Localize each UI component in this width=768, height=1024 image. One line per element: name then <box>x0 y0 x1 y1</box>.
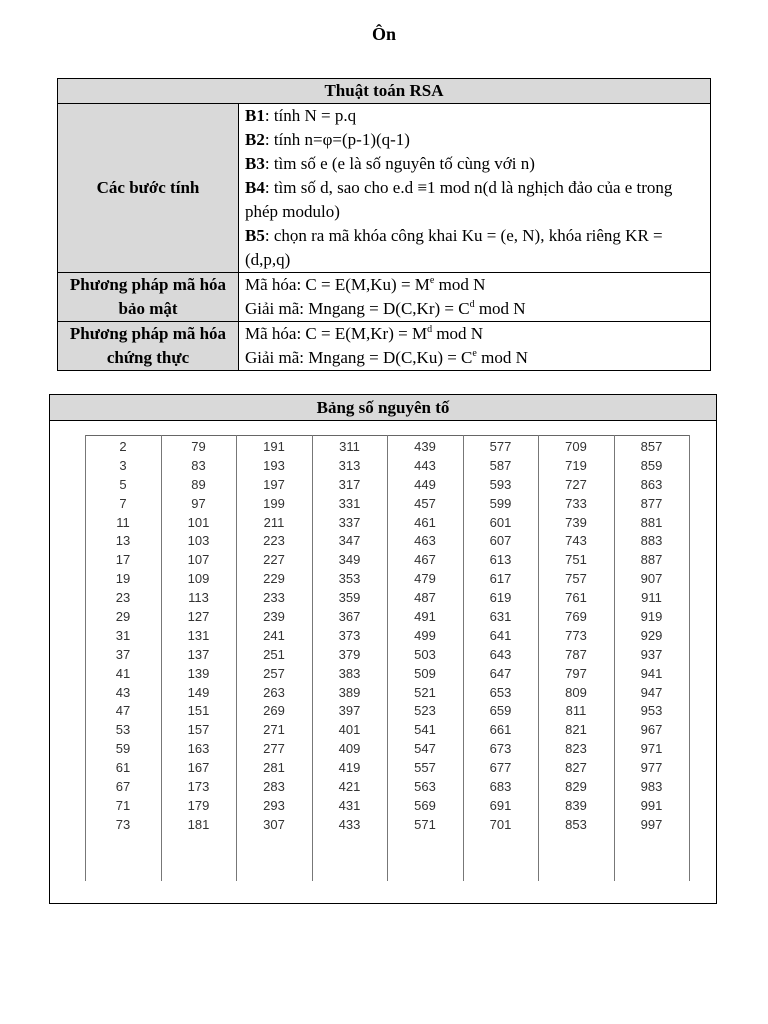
rsa-steps-row <box>58 104 711 273</box>
step-b3 <box>245 152 704 176</box>
prime-cell: 601 <box>489 514 512 530</box>
prime-cell: 797 <box>565 665 587 681</box>
prime-cell: 97 <box>191 495 206 511</box>
prime-cell: 467 <box>414 552 436 568</box>
prime-cell: 919 <box>640 609 663 625</box>
decrypt-formula <box>245 346 704 370</box>
prime-cell: 3 <box>119 457 127 473</box>
prime-cell: 547 <box>414 741 436 757</box>
prime-cell: 487 <box>414 590 436 606</box>
prime-cell: 337 <box>338 514 361 530</box>
encrypt-formula <box>245 322 704 346</box>
prime-cell: 593 <box>489 476 512 492</box>
prime-cell: 787 <box>565 646 587 662</box>
prime-cell: 101 <box>187 514 210 530</box>
prime-cell: 139 <box>187 665 210 681</box>
prime-cell: 829 <box>565 779 587 795</box>
prime-cell: 59 <box>115 741 131 757</box>
prime-cell: 61 <box>115 760 131 776</box>
prime-cell: 809 <box>565 684 587 700</box>
prime-cell: 439 <box>414 439 436 454</box>
prime-cell: 479 <box>414 571 436 587</box>
prime-cell: 683 <box>489 779 512 795</box>
prime-cell: 257 <box>263 665 285 681</box>
prime-cell: 433 <box>338 816 361 832</box>
formula-text: mod N <box>476 348 528 367</box>
prime-cell: 47 <box>115 703 131 719</box>
prime-cell: 41 <box>115 665 131 681</box>
prime-cell: 557 <box>414 760 436 776</box>
prime-number-table <box>85 435 689 881</box>
prime-cell: 431 <box>338 797 361 813</box>
prime-cell: 691 <box>489 797 512 813</box>
prime-cell: 769 <box>565 609 587 625</box>
prime-cell: 577 <box>489 439 512 454</box>
prime-cell: 71 <box>115 797 131 813</box>
prime-cell: 937 <box>640 646 663 662</box>
prime-cell: 409 <box>338 741 361 757</box>
prime-cell: 653 <box>489 684 512 700</box>
step-text: : tìm số e (e là số nguyên tố cùng với n) <box>264 154 535 173</box>
prime-cell: 823 <box>565 741 587 757</box>
formula-exponent: e <box>472 348 477 359</box>
prime-cell: 67 <box>115 779 131 795</box>
prime-cell: 367 <box>338 609 361 625</box>
formula-text: mod N <box>474 299 526 318</box>
prime-cell: 619 <box>489 590 512 606</box>
formula-text: Mã hóa: C = E(M,Ku) = M <box>245 275 430 294</box>
prime-cell: 757 <box>565 571 587 587</box>
prime-cell: 659 <box>489 703 512 719</box>
prime-column-cells <box>539 435 613 835</box>
prime-cell: 449 <box>414 476 436 492</box>
formula-text: mod N <box>434 275 486 294</box>
prime-cell: 349 <box>338 552 361 568</box>
prime-column <box>236 435 311 881</box>
prime-cell: 73 <box>115 816 131 832</box>
prime-cell: 229 <box>263 571 285 587</box>
step-text: : tính N = p.q <box>264 106 357 125</box>
prime-cell: 631 <box>489 609 512 625</box>
step-key: B2 <box>245 130 265 149</box>
prime-cell: 103 <box>187 533 210 549</box>
prime-cell: 277 <box>263 741 285 757</box>
authentication-row <box>58 322 711 371</box>
prime-cell: 191 <box>263 439 285 454</box>
prime-cell: 599 <box>489 495 512 511</box>
prime-cell: 541 <box>414 722 436 738</box>
prime-cell: 647 <box>489 665 512 681</box>
prime-cell: 827 <box>565 760 587 776</box>
formula-exponent: d <box>469 299 475 310</box>
prime-column <box>161 435 236 881</box>
formula-exponent: e <box>429 275 435 286</box>
decrypt-formula <box>245 297 704 321</box>
prime-column-cells <box>388 435 462 835</box>
prime-cell: 887 <box>640 552 663 568</box>
prime-cell: 173 <box>187 779 210 795</box>
prime-number-box <box>49 394 717 904</box>
prime-column <box>538 435 613 881</box>
prime-cell: 503 <box>414 646 436 662</box>
prime-cell: 569 <box>414 797 436 813</box>
formula-text: Mã hóa: C = E(M,Kr) = M <box>245 324 428 343</box>
prime-cell: 461 <box>414 514 436 530</box>
steps-label: Các bước tính <box>58 104 239 273</box>
prime-cell: 311 <box>339 439 360 454</box>
prime-cell: 281 <box>263 760 285 776</box>
prime-cell: 251 <box>263 646 285 662</box>
prime-cell: 509 <box>414 665 436 681</box>
prime-cell: 991 <box>640 797 663 813</box>
prime-column <box>387 435 462 881</box>
prime-cell: 19 <box>115 571 131 587</box>
prime-cell: 307 <box>263 816 285 832</box>
prime-cell: 181 <box>187 816 210 832</box>
prime-cell: 211 <box>263 514 285 530</box>
prime-cell: 563 <box>414 779 436 795</box>
prime-cell: 151 <box>187 703 210 719</box>
prime-cell: 149 <box>187 684 210 700</box>
prime-cell: 227 <box>263 552 285 568</box>
rsa-algorithm-table <box>57 78 711 371</box>
step-b1 <box>245 104 704 128</box>
prime-cell: 863 <box>640 476 663 492</box>
prime-cell: 701 <box>489 816 512 832</box>
prime-column-cells <box>162 435 236 835</box>
prime-cell: 53 <box>115 722 131 738</box>
confidentiality-label: Phương pháp mã hóa bảo mật <box>58 273 239 322</box>
prime-cell: 317 <box>338 476 361 492</box>
step-key: B5 <box>245 226 265 245</box>
prime-cell: 167 <box>187 760 210 776</box>
prime-cell: 179 <box>187 797 210 813</box>
prime-cell: 977 <box>640 760 663 776</box>
prime-cell: 983 <box>640 779 663 795</box>
rsa-table-header: Thuật toán RSA <box>58 79 711 104</box>
prime-cell: 587 <box>489 457 512 473</box>
prime-cell: 677 <box>489 760 512 776</box>
prime-cell: 113 <box>188 590 209 606</box>
prime-cell: 971 <box>640 741 663 757</box>
prime-cell: 673 <box>489 741 512 757</box>
prime-cell: 761 <box>565 590 587 606</box>
prime-cell: 373 <box>338 627 361 643</box>
prime-cell: 199 <box>263 495 285 511</box>
prime-cell: 37 <box>115 646 131 662</box>
prime-cell: 421 <box>338 779 361 795</box>
prime-cell: 17 <box>115 552 131 568</box>
prime-cell: 967 <box>640 722 663 738</box>
prime-cell: 733 <box>565 495 587 511</box>
prime-cell: 751 <box>565 552 587 568</box>
prime-cell: 107 <box>187 552 210 568</box>
prime-cell: 941 <box>640 665 663 681</box>
prime-cell: 881 <box>640 514 663 530</box>
step-key: B3 <box>245 154 265 173</box>
step-text: : tính n=φ=(p-1)(q-1) <box>264 130 410 149</box>
prime-cell: 743 <box>565 533 587 549</box>
prime-cell: 463 <box>414 533 436 549</box>
prime-cell: 727 <box>565 476 587 492</box>
prime-column-cells <box>86 435 160 835</box>
prime-cell: 773 <box>565 627 587 643</box>
step-b2 <box>245 128 704 152</box>
prime-cell: 331 <box>338 495 361 511</box>
prime-cell: 239 <box>263 609 285 625</box>
prime-table-header: Bảng số nguyên tố <box>50 395 716 421</box>
prime-cell: 83 <box>191 457 206 473</box>
prime-cell: 997 <box>640 816 663 832</box>
step-b4 <box>245 176 704 224</box>
prime-cell: 79 <box>191 439 206 454</box>
prime-cell: 5 <box>119 476 127 492</box>
prime-cell: 157 <box>187 722 210 738</box>
prime-cell: 907 <box>640 571 663 587</box>
step-key: B1 <box>245 106 265 125</box>
prime-cell: 11 <box>116 514 130 530</box>
prime-column-cells <box>313 435 387 835</box>
prime-cell: 353 <box>338 571 361 587</box>
prime-cell: 7 <box>119 495 127 511</box>
prime-cell: 661 <box>489 722 512 738</box>
prime-cell: 313 <box>338 457 361 473</box>
prime-cell: 953 <box>640 703 663 719</box>
prime-cell: 241 <box>263 627 285 643</box>
step-key: B4 <box>245 178 265 197</box>
prime-cell: 443 <box>414 457 436 473</box>
prime-cell: 457 <box>414 495 436 511</box>
authentication-content <box>239 322 711 371</box>
prime-cell: 877 <box>640 495 663 511</box>
prime-column <box>85 435 160 881</box>
prime-cell: 523 <box>414 703 436 719</box>
prime-cell: 137 <box>187 646 210 662</box>
prime-cell: 853 <box>565 816 587 832</box>
prime-cell: 397 <box>338 703 361 719</box>
prime-cell: 2 <box>119 439 127 454</box>
prime-cell: 269 <box>263 703 285 719</box>
prime-cell: 419 <box>338 760 361 776</box>
page-title: Ôn <box>371 24 396 44</box>
prime-cell: 389 <box>338 684 361 700</box>
prime-cell: 379 <box>338 646 361 662</box>
prime-cell: 491 <box>414 609 436 625</box>
prime-cell: 821 <box>565 722 587 738</box>
confidentiality-content <box>239 273 711 322</box>
prime-cell: 643 <box>489 646 512 662</box>
prime-cell: 23 <box>115 590 131 606</box>
prime-cell: 719 <box>565 457 587 473</box>
prime-cell: 499 <box>414 627 436 643</box>
prime-cell: 89 <box>191 476 206 492</box>
prime-column-cells <box>464 435 538 835</box>
prime-cell: 43 <box>115 684 131 700</box>
prime-cell: 31 <box>115 627 131 643</box>
prime-column <box>312 435 387 881</box>
step-b5 <box>245 224 704 272</box>
prime-cell: 263 <box>263 684 285 700</box>
prime-column <box>463 435 538 881</box>
formula-text: Giải mã: Mngang = D(C,Ku) = C <box>245 348 473 367</box>
prime-cell: 859 <box>640 457 663 473</box>
prime-cell: 521 <box>414 684 436 700</box>
prime-cell: 613 <box>489 552 512 568</box>
prime-cell: 223 <box>263 533 285 549</box>
prime-cell: 347 <box>338 533 361 549</box>
prime-cell: 857 <box>640 439 663 454</box>
prime-cell: 911 <box>641 590 662 606</box>
prime-column-cells <box>615 435 689 835</box>
prime-cell: 401 <box>338 722 361 738</box>
prime-cell: 197 <box>263 476 285 492</box>
prime-cell: 193 <box>263 457 285 473</box>
prime-cell: 571 <box>414 816 436 832</box>
prime-cell: 383 <box>338 665 361 681</box>
prime-cell: 929 <box>640 627 663 643</box>
prime-cell: 163 <box>187 741 210 757</box>
prime-cell: 811 <box>565 703 587 719</box>
prime-cell: 131 <box>187 627 210 643</box>
prime-cell: 283 <box>263 779 285 795</box>
prime-cell: 233 <box>263 590 285 606</box>
formula-text: mod N <box>432 324 484 343</box>
authentication-label: Phương pháp mã hóa chứng thực <box>58 322 239 371</box>
prime-cell: 883 <box>640 533 663 549</box>
prime-column-cells <box>237 435 311 835</box>
prime-cell: 641 <box>489 627 512 643</box>
prime-cell: 127 <box>187 609 210 625</box>
formula-exponent: d <box>427 324 433 335</box>
prime-cell: 617 <box>489 571 512 587</box>
confidentiality-row <box>58 273 711 322</box>
prime-cell: 29 <box>115 609 131 625</box>
steps-content <box>239 104 711 273</box>
formula-text: Giải mã: Mngang = D(C,Kr) = C <box>245 299 470 318</box>
prime-cell: 739 <box>565 514 587 530</box>
prime-column <box>614 435 690 881</box>
prime-cell: 271 <box>263 722 285 738</box>
step-text: : tìm số d, sao cho e.d ≡1 mod n(d là nghịch đảo của e trong phép modulo) <box>245 178 673 221</box>
prime-cell: 607 <box>489 533 512 549</box>
prime-cell: 13 <box>115 533 131 549</box>
prime-cell: 709 <box>565 439 587 454</box>
prime-cell: 839 <box>565 797 587 813</box>
encrypt-formula <box>245 273 704 297</box>
prime-cell: 947 <box>640 684 663 700</box>
prime-cell: 109 <box>187 571 210 587</box>
step-text: : chọn ra mã khóa công khai Ku = (e, N), khóa riêng KR = (d,p,q) <box>245 226 663 269</box>
prime-cell: 293 <box>263 797 285 813</box>
prime-cell: 359 <box>338 590 361 606</box>
